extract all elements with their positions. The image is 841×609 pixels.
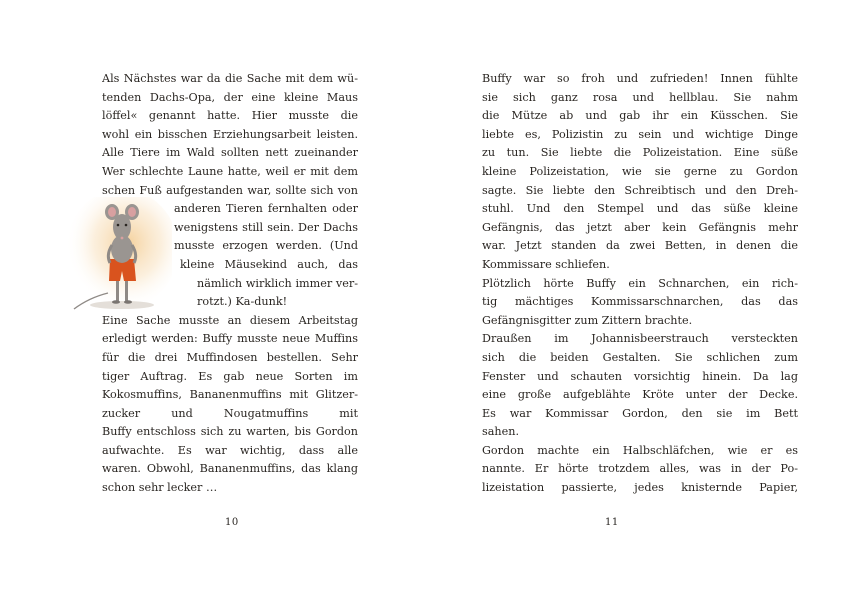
page-number: 10 <box>225 517 239 528</box>
text-line: lizeistation passierte, jedes knisternde Papier, <box>482 481 798 495</box>
text-line: wohl ein bisschen Erziehungsarbeit leisten. <box>102 127 358 141</box>
text-line: Es war Kommissar Gordon, den sie im Bett <box>482 406 798 420</box>
text-line: Gefängnis, das jetzt aber kein Gefängnis mehr <box>482 220 798 234</box>
text-line: die Mütze ab und gab ihr ein Küsschen. Sie <box>482 109 798 123</box>
text-line: kleine Mäusekind auch, das <box>180 257 358 271</box>
page-number: 11 <box>605 517 619 528</box>
right-page <box>421 0 841 609</box>
text-line: schen Fuß aufgestanden war, sollte sich von <box>102 183 358 197</box>
text-line: erledigt werden: Buffy musste neue Muffins <box>102 332 358 346</box>
text-line: rotzt.) Ka-dunk! <box>197 295 288 309</box>
text-line: Buffy entschloss sich zu warten, bis Gordon <box>102 425 358 439</box>
left-page-text <box>102 70 358 498</box>
text-line: sahen. <box>482 425 519 439</box>
text-line: Wer schlechte Laune hatte, weil er mit dem <box>102 164 358 178</box>
text-line: Kommissare schliefen. <box>482 257 610 271</box>
text-line: Fenster und schauten vorsichtig hinein. Da lag <box>482 369 798 383</box>
text-line: schon sehr lecker … <box>102 481 218 495</box>
text-line: für die drei Muffindosen bestellen. Sehr <box>102 350 358 364</box>
text-line: sie sich ganz rosa und hellblau. Sie nahm <box>482 90 798 104</box>
text-line: tig mächtiges Kommissarschnarchen, das das <box>482 295 798 309</box>
text-line: zu tun. Sie liebte die Polizeistation. Eine süße <box>482 146 798 160</box>
text-line: waren. Obwohl, Bananenmuffins, das klang <box>102 462 358 476</box>
text-line: Gefängnisgitter zum Zittern brachte. <box>482 313 693 327</box>
text-line: Gordon machte ein Halbschläfchen, wie er es <box>482 443 798 457</box>
text-line: sich die beiden Gestalten. Sie schlichen zum <box>482 350 798 364</box>
text-line: Als Nächstes war da die Sache mit dem wü- <box>102 72 358 85</box>
text-line: kleine Polizeistation, wie sie gerne zu Gordon <box>482 164 798 178</box>
left-page <box>0 0 420 609</box>
text-line: nannte. Er hörte trotzdem alles, was in der Po- <box>482 462 798 476</box>
text-line: aufwachte. Es war wichtig, dass alle <box>102 443 358 457</box>
text-line: tenden Dachs-Opa, der eine kleine Maus <box>102 90 358 104</box>
text-line: stuhl. Und den Stempel und das süße kleine <box>482 202 798 216</box>
text-line: liebte es, Polizistin zu sein und wichtige Dinge <box>482 127 798 141</box>
text-line: Buffy war so froh und zufrieden! Innen fühlte <box>482 72 798 85</box>
text-line: Eine Sache musste an diesem Arbeitstag <box>102 313 358 327</box>
text-line: anderen Tieren fernhalten oder <box>174 202 358 216</box>
text-line: löffel« genannt hatte. Hier musste die <box>102 109 358 123</box>
text-line: eine große aufgeblähte Kröte unter der Decke. <box>482 388 798 402</box>
text-line: zucker und Nougatmuffins mit <box>102 406 358 420</box>
text-line: war. Jetzt standen da zwei Betten, in denen die <box>482 239 798 253</box>
text-line: Kokosmuffins, Bananenmuffins mit Glitzer- <box>102 388 358 402</box>
text-line: Alle Tiere im Wald sollten nett zueinander <box>102 146 358 160</box>
text-line: tiger Auftrag. Es gab neue Sorten im <box>102 369 358 383</box>
right-page-text <box>482 70 798 498</box>
text-line: sagte. Sie liebte den Schreibtisch und den Dreh- <box>482 183 798 197</box>
text-line: Draußen im Johannisbeerstrauch versteckten <box>482 332 798 346</box>
text-line: nämlich wirklich immer ver- <box>197 276 358 290</box>
text-line: wenigstens still sein. Der Dachs <box>174 220 358 234</box>
text-line: musste erzogen werden. (Und <box>174 239 358 253</box>
text-line: Plötzlich hörte Buffy ein Schnarchen, ein rich- <box>482 276 798 290</box>
